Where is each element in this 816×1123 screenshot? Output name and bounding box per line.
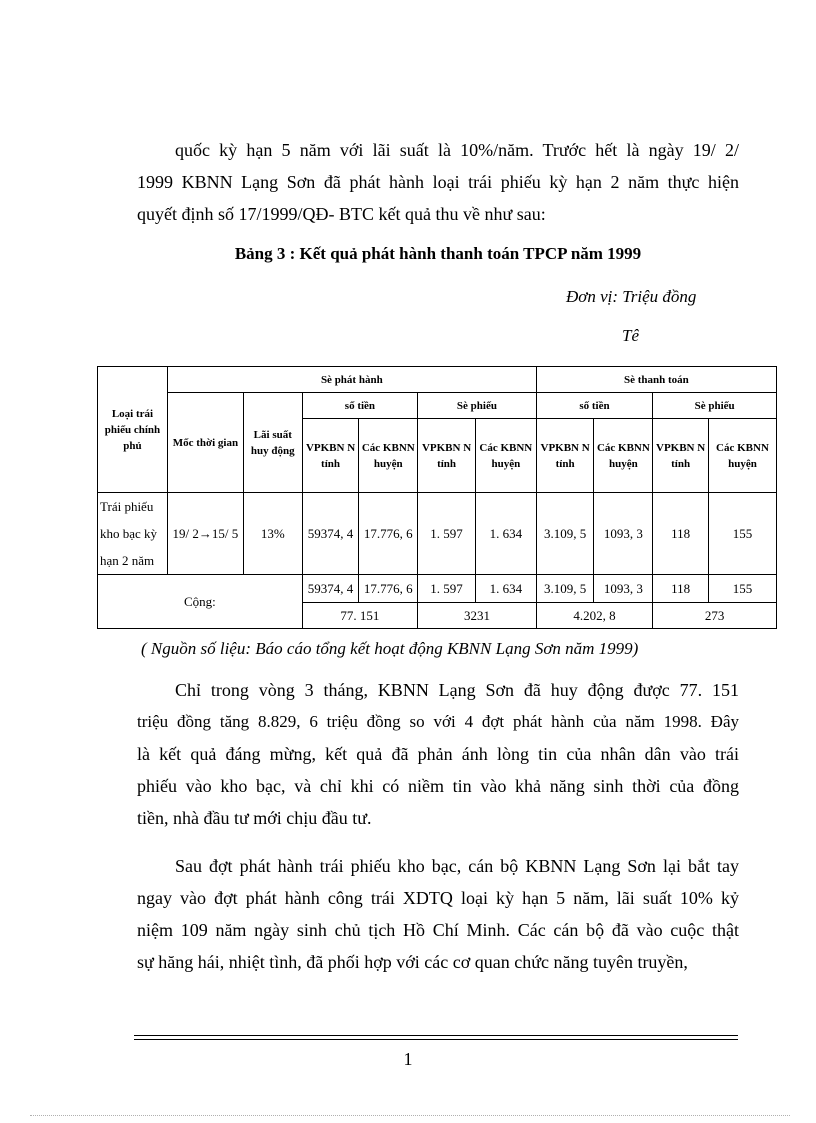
- footer-rule: [134, 1035, 738, 1036]
- header-vpkbn: VPKBN N tỉnh: [653, 419, 709, 493]
- header-amount-paid: số tiền: [536, 393, 653, 419]
- table-cell: 118: [653, 493, 709, 575]
- total-cell: 3.109, 5: [536, 575, 594, 603]
- table-cell: 59374, 4: [302, 493, 359, 575]
- header-kbnn-district: Các KBNN huyện: [594, 419, 653, 493]
- total-cell: 155: [708, 575, 776, 603]
- paragraph-line: niệm 109 năm ngày sinh chủ tịch Hồ Chí Minh. Các cán bộ đã vào cuộc thật: [137, 920, 739, 940]
- header-kbnn-district: Các KBNN huyện: [359, 419, 418, 493]
- paragraph-line: tiền, nhà đầu tư mới chịu đầu tư.: [137, 808, 372, 828]
- total-cell: 17.776, 6: [359, 575, 418, 603]
- paragraph-line: 1999 KBNN Lạng Sơn đã phát hành loại trái phiếu kỳ hạn 2 năm thực hiện: [137, 172, 739, 192]
- header-paid: Sè thanh toán: [536, 367, 776, 393]
- header-vpkbn: VPKBN N tỉnh: [302, 419, 359, 493]
- paragraph-1: [137, 134, 739, 230]
- paragraph-line: sự hăng hái, nhiệt tình, đã phối hợp với các cơ quan chức năng tuyên truyền,: [137, 952, 688, 972]
- header-kbnn-district: Các KBNN huyện: [475, 419, 536, 493]
- table-source: ( Nguồn số liệu: Báo cáo tổng kết hoạt động KBNN Lạng Sơn năm 1999): [141, 639, 639, 658]
- bond-issuance-table: [97, 366, 777, 629]
- paragraph-line: là kết quả đáng mừng, kết quả đã phản ánh lòng tin của nhân dân vào trái: [137, 744, 739, 764]
- table-unit: Đơn vị: Triệu đồng: [566, 287, 697, 306]
- paragraph-line: Sau đợt phát hành trái phiếu kho bạc, cán bộ KBNN Lạng Sơn lại bắt tay: [175, 856, 739, 876]
- paragraph-line: phiếu vào kho bạc, và chỉ khi có niềm tin vào khả năng sinh thời của đồng: [137, 776, 739, 796]
- row-time: 19/ 2→15/ 5: [167, 493, 243, 575]
- total-cell: 1. 597: [418, 575, 476, 603]
- header-tickets: Sè phiếu: [418, 393, 537, 419]
- total-cell: 118: [653, 575, 709, 603]
- total-cell: 1093, 3: [594, 575, 653, 603]
- header-issued: Sè phát hành: [167, 367, 536, 393]
- table-cell: 155: [708, 493, 776, 575]
- total-cell: 59374, 4: [302, 575, 359, 603]
- table-unit-suffix: Tê: [622, 326, 639, 345]
- paragraph-line: quốc kỳ hạn 5 năm với lãi suất là 10%/năm. Trước hết là ngày 19/ 2/: [175, 140, 739, 160]
- paragraph-2: [137, 674, 739, 834]
- total-sum: 4.202, 8: [536, 603, 653, 629]
- page-number: 1: [403, 1049, 413, 1069]
- footer-rule: [134, 1039, 738, 1040]
- paragraph-line: triệu đồng tăng 8.829, 6 triệu đồng so với 4 đợt phát hành của năm 1998. Đây: [137, 712, 739, 731]
- header-vpkbn: VPKBN N tỉnh: [418, 419, 476, 493]
- table-cell: 1093, 3: [594, 493, 653, 575]
- header-time: Mốc thời gian: [167, 393, 243, 493]
- table-cell: 1. 634: [475, 493, 536, 575]
- table-cell: 1. 597: [418, 493, 476, 575]
- total-sum: 273: [653, 603, 777, 629]
- table-cell: 17.776, 6: [359, 493, 418, 575]
- paragraph-line: quyết định số 17/1999/QĐ- BTC kết quả thu về như sau:: [137, 204, 546, 224]
- header-vpkbn: VPKBN N tỉnh: [536, 419, 594, 493]
- page-break-line: [30, 1115, 790, 1116]
- header-amount: số tiền: [302, 393, 418, 419]
- total-sum: 3231: [418, 603, 537, 629]
- row-bond-type: Trái phiếu kho bạc kỳ hạn 2 năm: [98, 493, 168, 575]
- header-rate: Lãi suất huy động: [243, 393, 302, 493]
- row-rate: 13%: [243, 493, 302, 575]
- paragraph-line: Chỉ trong vòng 3 tháng, KBNN Lạng Sơn đã huy động được 77. 151: [175, 680, 739, 700]
- header-tickets-paid: Sè phiếu: [653, 393, 777, 419]
- total-sum: 77. 151: [302, 603, 418, 629]
- paragraph-line: ngay vào đợt phát hành công trái XDTQ loại kỳ hạn 5 năm, lãi suất 10% kỷ: [137, 888, 739, 908]
- total-label: Cộng:: [98, 575, 303, 629]
- total-cell: 1. 634: [475, 575, 536, 603]
- header-kbnn-district: Các KBNN huyện: [708, 419, 776, 493]
- table-cell: 3.109, 5: [536, 493, 594, 575]
- header-bond-type: Loại trái phiếu chính phủ: [98, 367, 168, 493]
- paragraph-3: [137, 850, 739, 978]
- table-title: Bảng 3 : Kết quả phát hành thanh toán TPCP năm 1999: [234, 244, 642, 263]
